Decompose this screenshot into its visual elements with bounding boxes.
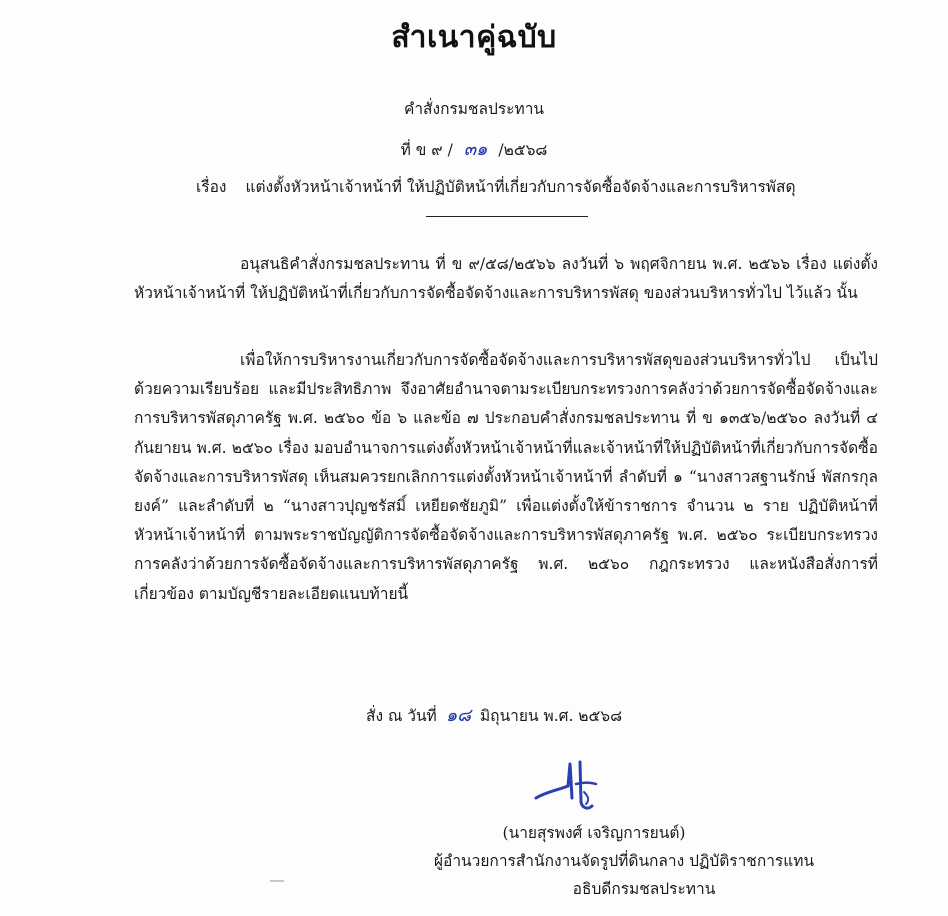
order-number-handwritten: ๓๑ (463, 139, 488, 160)
subject-text: แต่งตั้งหัวหน้าเจ้าหน้าที่ ให้ปฏิบัติหน้าที่เกี่ยวกับการจัดซื้อจัดจ้างและการบริหารพัสดุ (245, 178, 796, 196)
document-title: สำเนาคู่ฉบับ (391, 20, 557, 55)
order-date (366, 700, 622, 729)
order-title: คำสั่งกรมชลประทาน (403, 100, 545, 118)
signer-acting-for: อธิบดีกรมชลประทาน (572, 880, 716, 898)
order-date-handwritten-day: ๑๘ (445, 705, 472, 726)
title-divider (426, 216, 588, 217)
signer-position: ผู้อำนวยการสำนักงานจัดรูปที่ดินกลาง ปฏิบัติราชการแทน (433, 852, 815, 870)
order-date-prefix: สั่ง ณ วันที่ (366, 707, 437, 725)
handwritten-signature (528, 756, 628, 816)
signer-name: (นายสุรพงศ์ เจริญการยนต์) (502, 824, 686, 842)
subject-line (196, 174, 796, 199)
paragraph-reference: อนุสนธิคำสั่งกรมชลประทาน ที่ ข ๙/๕๘/๒๕๖๖ ลงวันที่ ๖ พฤศจิกายน พ.ศ. ๒๕๖๖ เรื่อง แต่งตั้งหัวหน้าเจ้าหน้าที่ ให้ปฏิบัติหน้าที่เกี่ยวกับการจัดซื้อจัดจ้างและการบริหารพัสดุ ของส่วนบริหารทั่วไป ไว้แล้ว นั้น (134, 255, 878, 303)
paragraph-order-body: เพื่อให้การบริหารงานเกี่ยวกับการจัดซื้อจัดจ้างและการบริหารพัสดุของส่วนบริหารทั่วไป เป็นไปด้วยความเรียบร้อย และมีประสิทธิภาพ จึงอาศัยอำนาจตามระเบียบกระทรวงการคลังว่าด้วยการจัดซื้อจัดจ้างและการบริหารพัสดุภาครัฐ พ.ศ. ๒๕๖๐ ข้อ ๖ และข้อ ๗ ประกอบคำสั่งกรมชลประทาน ที่ ข ๑๓๕๖/๒๕๖๐ ลงวันที่ ๔ กันยายน พ.ศ. ๒๕๖๐ เรื่อง มอบอำนาจการแต่งตั้งหัวหน้าเจ้าหน้าที่และเจ้าหน้าที่ให้ปฏิบัติหน้าที่เกี่ยวกับการจัดซื้อจัดจ้างและการบริหารพัสดุ เห็นสมควรยกเลิกการแต่งตั้งหัวหน้าเจ้าหน้าที่ ลำดับที่ ๑ “นางสาวสฐานรักษ์ พัสกรกุลยงค์” และลำดับที่ ๒ “นางสาวปุญชรัสมิ์ เหยียดชัยภูมิ” เพื่อแต่งตั้งให้ข้าราชการ จำนวน ๒ ราย ปฏิบัติหน้าที่หัวหน้าเจ้าหน้าที่ ตามพระราชบัญญัติการจัดซื้อจัดจ้างและการบริหารพัสดุภาครัฐ พ.ศ. ๒๕๖๐ ระเบียบกระทรวงการคลังว่าด้วยการจัดซื้อจัดจ้างและการบริหารพัสดุภาครัฐ พ.ศ. ๒๕๖๐ กฎกระทรวง และหนังสือสั่งการที่เกี่ยวข้อง ตามบัญชีรายละเอียดแนบท้ายนี้ (134, 351, 878, 603)
subject-label: เรื่อง (196, 178, 227, 196)
order-date-suffix: มิถุนายน พ.ศ. ๒๕๖๘ (479, 707, 623, 725)
scan-mark (270, 880, 284, 882)
order-number (0, 134, 948, 163)
order-number-prefix: ที่ ข ๙ / (400, 141, 453, 159)
order-number-suffix: /๒๕๖๘ (498, 141, 548, 159)
